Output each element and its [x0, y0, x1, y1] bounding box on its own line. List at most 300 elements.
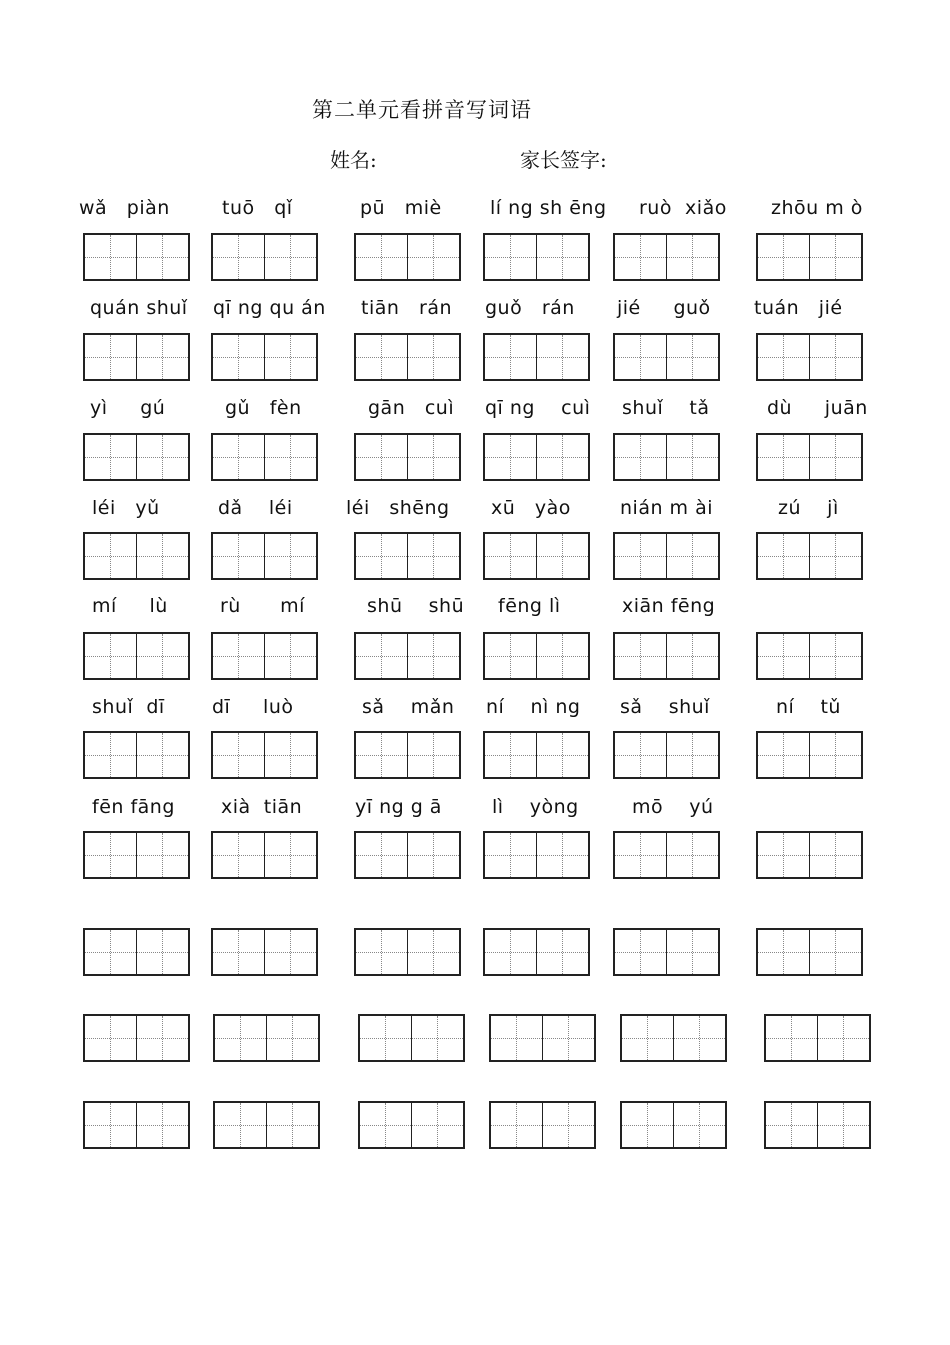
character-cell[interactable] [758, 833, 810, 877]
character-cell[interactable] [758, 435, 810, 479]
character-cell[interactable] [265, 634, 317, 678]
character-cell[interactable] [267, 1103, 319, 1147]
guide-line-vertical [692, 235, 693, 279]
character-cell[interactable] [491, 1103, 543, 1147]
character-cell[interactable] [408, 335, 460, 379]
guide-line-vertical [640, 534, 641, 578]
character-cell[interactable] [537, 930, 589, 974]
writing-box[interactable] [211, 233, 318, 281]
character-cell[interactable] [408, 534, 460, 578]
character-cell[interactable] [356, 435, 408, 479]
character-cell[interactable] [85, 930, 137, 974]
character-cell[interactable] [667, 335, 719, 379]
character-cell[interactable] [667, 733, 719, 777]
character-cell[interactable] [360, 1103, 412, 1147]
writing-box[interactable] [613, 233, 720, 281]
pinyin-label: tuán jié [754, 297, 843, 319]
character-cell[interactable] [622, 1016, 674, 1060]
writing-box[interactable] [483, 632, 590, 680]
character-cell[interactable] [137, 435, 189, 479]
writing-box[interactable] [354, 731, 461, 779]
writing-box[interactable] [211, 433, 318, 481]
guide-line-vertical [562, 733, 563, 777]
pinyin-label: léi shēng [346, 497, 450, 519]
guide-line-vertical [640, 235, 641, 279]
guide-line-vertical [433, 634, 434, 678]
guide-line-vertical [640, 930, 641, 974]
character-cell[interactable] [766, 1103, 818, 1147]
guide-line-vertical [433, 335, 434, 379]
guide-line-vertical [562, 833, 563, 877]
writing-box[interactable] [483, 731, 590, 779]
writing-box[interactable] [83, 928, 190, 976]
writing-box[interactable] [756, 433, 863, 481]
pinyin-label: dù juān [767, 397, 868, 419]
character-cell[interactable] [213, 634, 265, 678]
guide-line-vertical [835, 235, 836, 279]
writing-box[interactable] [211, 731, 318, 779]
character-cell[interactable] [85, 435, 137, 479]
guide-line-vertical [510, 335, 511, 379]
character-cell[interactable] [356, 634, 408, 678]
guide-line-vertical [510, 534, 511, 578]
guide-line-vertical [640, 833, 641, 877]
guide-line-vertical [110, 930, 111, 974]
character-cell[interactable] [213, 435, 265, 479]
writing-box[interactable] [354, 433, 461, 481]
writing-box[interactable] [756, 731, 863, 779]
character-cell[interactable] [137, 930, 189, 974]
character-cell[interactable] [810, 335, 862, 379]
character-cell[interactable] [137, 733, 189, 777]
guide-line-vertical [290, 733, 291, 777]
pinyin-label: yī ng g ā [355, 796, 442, 818]
writing-box[interactable] [483, 433, 590, 481]
guide-line-vertical [238, 335, 239, 379]
character-cell[interactable] [356, 534, 408, 578]
character-cell[interactable] [356, 833, 408, 877]
writing-box[interactable] [354, 831, 461, 879]
writing-box[interactable] [756, 928, 863, 976]
character-cell[interactable] [818, 1016, 870, 1060]
character-cell[interactable] [758, 335, 810, 379]
character-cell[interactable] [537, 435, 589, 479]
character-cell[interactable] [213, 335, 265, 379]
character-cell[interactable] [408, 930, 460, 974]
guide-line-vertical [290, 534, 291, 578]
character-cell[interactable] [674, 1103, 726, 1147]
pinyin-label: mí lù [92, 595, 168, 617]
writing-box[interactable] [756, 632, 863, 680]
pinyin-label: fēn fāng [92, 796, 175, 818]
guide-line-vertical [240, 1103, 241, 1147]
guide-line-vertical [162, 733, 163, 777]
character-cell[interactable] [674, 1016, 726, 1060]
character-cell[interactable] [537, 235, 589, 279]
pinyin-label: gān cuì [368, 397, 455, 419]
character-cell[interactable] [766, 1016, 818, 1060]
character-cell[interactable] [412, 1103, 464, 1147]
pinyin-label: qī ng cuì [485, 397, 591, 419]
guide-line-vertical [381, 435, 382, 479]
guide-line-vertical [110, 235, 111, 279]
writing-box[interactable] [83, 632, 190, 680]
character-cell[interactable] [615, 733, 667, 777]
writing-box[interactable] [756, 333, 863, 381]
character-cell[interactable] [758, 930, 810, 974]
character-cell[interactable] [810, 930, 862, 974]
guide-line-vertical [381, 930, 382, 974]
guide-line-vertical [290, 634, 291, 678]
character-cell[interactable] [85, 833, 137, 877]
pinyin-label: nián m ài [620, 497, 714, 519]
guide-line-vertical [162, 435, 163, 479]
character-cell[interactable] [85, 634, 137, 678]
character-cell[interactable] [667, 833, 719, 877]
guide-line-vertical [835, 833, 836, 877]
character-cell[interactable] [491, 1016, 543, 1060]
character-cell[interactable] [485, 733, 537, 777]
character-cell[interactable] [810, 534, 862, 578]
writing-box[interactable] [358, 1101, 465, 1149]
character-cell[interactable] [265, 235, 317, 279]
guide-line-vertical [783, 534, 784, 578]
guide-line-vertical [562, 634, 563, 678]
pinyin-label: wǎ piàn [79, 197, 170, 219]
writing-box[interactable] [483, 928, 590, 976]
guide-line-vertical [162, 930, 163, 974]
character-cell[interactable] [85, 335, 137, 379]
guide-line-vertical [647, 1103, 648, 1147]
character-cell[interactable] [356, 235, 408, 279]
character-cell[interactable] [485, 235, 537, 279]
guide-line-vertical [791, 1103, 792, 1147]
pinyin-label: pū miè [360, 197, 442, 219]
writing-box[interactable] [354, 928, 461, 976]
writing-box[interactable] [211, 831, 318, 879]
character-cell[interactable] [485, 435, 537, 479]
character-cell[interactable] [758, 733, 810, 777]
writing-box[interactable] [483, 532, 590, 580]
guide-line-vertical [692, 634, 693, 678]
character-cell[interactable] [213, 930, 265, 974]
character-cell[interactable] [485, 534, 537, 578]
guide-line-vertical [783, 335, 784, 379]
writing-box[interactable] [358, 1014, 465, 1062]
guide-line-vertical [568, 1103, 569, 1147]
pinyin-label: shuǐ tǎ [622, 397, 710, 419]
guide-line-vertical [110, 1103, 111, 1147]
guide-line-vertical [381, 534, 382, 578]
pinyin-label: gǔ fèn [225, 397, 302, 419]
character-cell[interactable] [265, 930, 317, 974]
character-cell[interactable] [137, 235, 189, 279]
writing-box[interactable] [83, 233, 190, 281]
writing-box[interactable] [613, 928, 720, 976]
guide-line-vertical [783, 733, 784, 777]
character-cell[interactable] [667, 930, 719, 974]
character-cell[interactable] [137, 833, 189, 877]
pinyin-label: ní tǔ [776, 696, 841, 718]
character-cell[interactable] [615, 930, 667, 974]
guide-line-vertical [162, 534, 163, 578]
character-cell[interactable] [537, 534, 589, 578]
pinyin-label: léi yǔ [92, 497, 160, 519]
guide-line-vertical [835, 930, 836, 974]
guide-line-vertical [381, 335, 382, 379]
character-cell[interactable] [537, 634, 589, 678]
character-cell[interactable] [810, 435, 862, 479]
character-cell[interactable] [810, 634, 862, 678]
writing-box[interactable] [83, 1014, 190, 1062]
character-cell[interactable] [667, 634, 719, 678]
pinyin-label: tiān rán [361, 297, 453, 319]
writing-box[interactable] [620, 1101, 727, 1149]
guide-line-vertical [292, 1103, 293, 1147]
character-cell[interactable] [213, 534, 265, 578]
guide-line-vertical [640, 435, 641, 479]
guide-line-vertical [783, 634, 784, 678]
guide-line-vertical [290, 833, 291, 877]
writing-box[interactable] [83, 831, 190, 879]
character-cell[interactable] [408, 435, 460, 479]
writing-box[interactable] [764, 1014, 871, 1062]
guide-line-vertical [238, 833, 239, 877]
character-cell[interactable] [85, 235, 137, 279]
character-cell[interactable] [265, 435, 317, 479]
character-cell[interactable] [265, 335, 317, 379]
character-cell[interactable] [215, 1016, 267, 1060]
character-cell[interactable] [622, 1103, 674, 1147]
guide-line-vertical [783, 930, 784, 974]
character-cell[interactable] [615, 335, 667, 379]
character-cell[interactable] [485, 930, 537, 974]
writing-box[interactable] [483, 333, 590, 381]
writing-box[interactable] [211, 532, 318, 580]
character-cell[interactable] [615, 634, 667, 678]
guide-line-vertical [562, 534, 563, 578]
pinyin-label: shuǐ dī [92, 696, 165, 718]
character-cell[interactable] [85, 534, 137, 578]
writing-box[interactable] [83, 333, 190, 381]
guide-line-vertical [568, 1016, 569, 1060]
character-cell[interactable] [85, 1103, 137, 1147]
character-cell[interactable] [810, 833, 862, 877]
character-cell[interactable] [758, 235, 810, 279]
pinyin-label: fēng lì [498, 595, 561, 617]
guide-line-vertical [692, 833, 693, 877]
character-cell[interactable] [213, 733, 265, 777]
writing-box[interactable] [83, 433, 190, 481]
guide-line-vertical [562, 930, 563, 974]
character-cell[interactable] [615, 435, 667, 479]
character-cell[interactable] [265, 833, 317, 877]
guide-line-vertical [835, 733, 836, 777]
guide-line-vertical [640, 335, 641, 379]
guide-line-vertical [692, 930, 693, 974]
character-cell[interactable] [810, 733, 862, 777]
guide-line-vertical [238, 733, 239, 777]
character-cell[interactable] [615, 833, 667, 877]
guide-line-vertical [647, 1016, 648, 1060]
character-cell[interactable] [356, 335, 408, 379]
writing-box[interactable] [489, 1014, 596, 1062]
character-cell[interactable] [408, 733, 460, 777]
writing-box[interactable] [83, 532, 190, 580]
guide-line-vertical [692, 335, 693, 379]
guide-line-vertical [791, 1016, 792, 1060]
guide-line-vertical [162, 634, 163, 678]
character-cell[interactable] [360, 1016, 412, 1060]
character-cell[interactable] [265, 733, 317, 777]
guide-line-vertical [162, 335, 163, 379]
writing-box[interactable] [83, 1101, 190, 1149]
character-cell[interactable] [265, 534, 317, 578]
character-cell[interactable] [137, 1103, 189, 1147]
character-cell[interactable] [543, 1016, 595, 1060]
character-cell[interactable] [408, 235, 460, 279]
character-cell[interactable] [485, 335, 537, 379]
guide-line-vertical [783, 235, 784, 279]
writing-box[interactable] [613, 433, 720, 481]
pinyin-label: rù mí [220, 595, 305, 617]
guide-line-vertical [110, 435, 111, 479]
guide-line-vertical [437, 1016, 438, 1060]
writing-box[interactable] [213, 1101, 320, 1149]
pinyin-label: mō yú [632, 796, 714, 818]
guide-line-vertical [433, 435, 434, 479]
writing-box[interactable] [489, 1101, 596, 1149]
guide-line-vertical [162, 1103, 163, 1147]
guide-line-vertical [843, 1016, 844, 1060]
writing-box[interactable] [613, 532, 720, 580]
pinyin-label: ruò xiǎo [639, 197, 727, 219]
guide-line-vertical [835, 335, 836, 379]
guide-line-vertical [290, 930, 291, 974]
character-cell[interactable] [543, 1103, 595, 1147]
character-cell[interactable] [667, 235, 719, 279]
guide-line-vertical [783, 833, 784, 877]
writing-box[interactable] [483, 233, 590, 281]
guide-line-vertical [110, 1016, 111, 1060]
character-cell[interactable] [137, 534, 189, 578]
character-cell[interactable] [758, 634, 810, 678]
writing-box[interactable] [211, 632, 318, 680]
guide-line-vertical [385, 1016, 386, 1060]
character-cell[interactable] [408, 833, 460, 877]
character-cell[interactable] [412, 1016, 464, 1060]
character-cell[interactable] [267, 1016, 319, 1060]
writing-box[interactable] [83, 731, 190, 779]
character-cell[interactable] [408, 634, 460, 678]
writing-box[interactable] [213, 1014, 320, 1062]
character-cell[interactable] [137, 634, 189, 678]
character-cell[interactable] [137, 335, 189, 379]
character-cell[interactable] [537, 833, 589, 877]
pinyin-label: zú jì [778, 497, 839, 519]
character-cell[interactable] [818, 1103, 870, 1147]
guide-line-vertical [238, 235, 239, 279]
guide-line-vertical [510, 930, 511, 974]
guide-line-vertical [699, 1016, 700, 1060]
guide-line-vertical [510, 634, 511, 678]
character-cell[interactable] [615, 534, 667, 578]
character-cell[interactable] [485, 833, 537, 877]
guide-line-vertical [692, 733, 693, 777]
pinyin-label: jié guǒ [617, 297, 711, 319]
writing-box[interactable] [764, 1101, 871, 1149]
guide-line-vertical [238, 534, 239, 578]
guide-line-vertical [290, 235, 291, 279]
guide-line-vertical [510, 833, 511, 877]
pinyin-label: zhōu m ò [771, 197, 863, 219]
character-cell[interactable] [356, 733, 408, 777]
character-cell[interactable] [667, 534, 719, 578]
page-title: 第二单元看拼音写词语 [312, 98, 532, 122]
guide-line-vertical [110, 833, 111, 877]
character-cell[interactable] [758, 534, 810, 578]
guide-line-vertical [110, 335, 111, 379]
guide-line-vertical [692, 534, 693, 578]
writing-box[interactable] [211, 333, 318, 381]
pinyin-label: lí ng sh ēng [490, 197, 607, 219]
writing-box[interactable] [756, 831, 863, 879]
writing-box[interactable] [613, 831, 720, 879]
character-cell[interactable] [85, 733, 137, 777]
character-cell[interactable] [85, 1016, 137, 1060]
character-cell[interactable] [810, 235, 862, 279]
guide-line-vertical [162, 833, 163, 877]
writing-box[interactable] [613, 333, 720, 381]
pinyin-label: tuō qǐ [222, 197, 293, 219]
character-cell[interactable] [485, 634, 537, 678]
character-cell[interactable] [356, 930, 408, 974]
character-cell[interactable] [537, 733, 589, 777]
writing-box[interactable] [613, 731, 720, 779]
guide-line-vertical [437, 1103, 438, 1147]
character-cell[interactable] [667, 435, 719, 479]
writing-box[interactable] [756, 233, 863, 281]
guide-line-vertical [381, 634, 382, 678]
guide-line-vertical [510, 733, 511, 777]
guide-line-vertical [381, 833, 382, 877]
guide-line-vertical [433, 534, 434, 578]
guide-line-vertical [516, 1016, 517, 1060]
character-cell[interactable] [215, 1103, 267, 1147]
character-cell[interactable] [137, 1016, 189, 1060]
writing-box[interactable] [354, 233, 461, 281]
guide-line-vertical [843, 1103, 844, 1147]
writing-box[interactable] [756, 532, 863, 580]
writing-box[interactable] [483, 831, 590, 879]
guide-line-vertical [110, 634, 111, 678]
writing-box[interactable] [613, 632, 720, 680]
writing-box[interactable] [620, 1014, 727, 1062]
character-cell[interactable] [537, 335, 589, 379]
character-cell[interactable] [213, 235, 265, 279]
guide-line-vertical [385, 1103, 386, 1147]
writing-box[interactable] [354, 333, 461, 381]
guide-line-vertical [516, 1103, 517, 1147]
character-cell[interactable] [615, 235, 667, 279]
pinyin-label: sǎ shuǐ [620, 696, 710, 718]
guide-line-vertical [640, 733, 641, 777]
writing-box[interactable] [211, 928, 318, 976]
writing-box[interactable] [354, 532, 461, 580]
writing-box[interactable] [354, 632, 461, 680]
guide-line-vertical [562, 435, 563, 479]
character-cell[interactable] [213, 833, 265, 877]
